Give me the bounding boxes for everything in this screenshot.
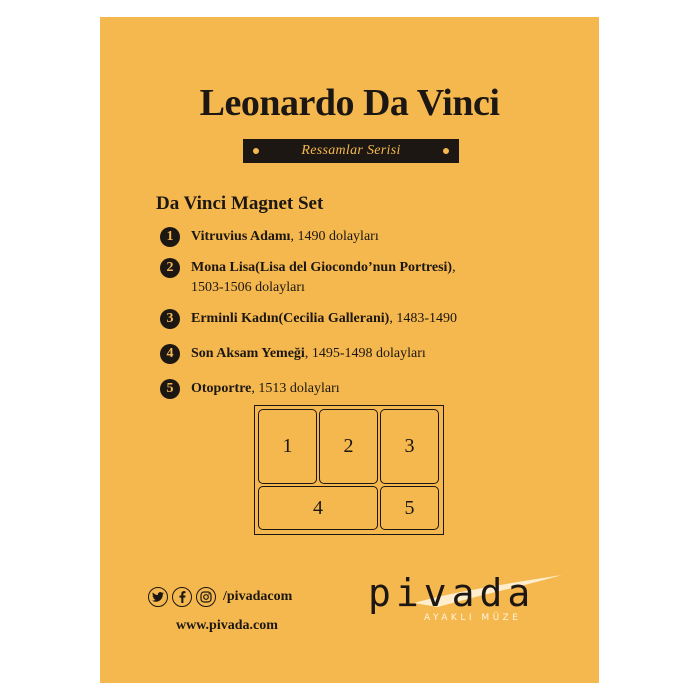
item-name: Mona Lisa(Lisa del Giocondo’nun Portresi) bbox=[191, 260, 453, 275]
list-item bbox=[160, 309, 491, 329]
item-text bbox=[191, 258, 491, 298]
series-label: Ressamlar Serisi bbox=[301, 143, 401, 158]
poster-title: Leonardo Da Vinci bbox=[199, 82, 500, 124]
bullet-dot-right bbox=[443, 148, 449, 154]
item-detail: , 1490 dolayları bbox=[290, 229, 379, 244]
magnet-layout-diagram bbox=[254, 405, 444, 535]
number-badge: 5 bbox=[160, 379, 180, 399]
item-detail: , 1483-1490 bbox=[389, 311, 457, 326]
layout-cell-5: 5 bbox=[380, 486, 439, 530]
series-banner bbox=[243, 139, 459, 163]
number-badge: 4 bbox=[160, 344, 180, 364]
website-link[interactable]: www.pivada.com bbox=[176, 618, 278, 633]
item-text bbox=[191, 379, 491, 399]
list-item bbox=[160, 227, 491, 247]
layout-cell-3: 3 bbox=[380, 409, 439, 484]
magnet-set-card bbox=[100, 17, 599, 683]
brand-name: pivada bbox=[368, 571, 536, 615]
brand-logo bbox=[368, 571, 558, 623]
facebook-icon[interactable] bbox=[172, 587, 192, 607]
bullet-dot-left bbox=[253, 148, 259, 154]
list-item bbox=[160, 379, 491, 399]
layout-cell-1: 1 bbox=[258, 409, 317, 484]
item-detail: , 1503-1506 dolayları bbox=[191, 260, 456, 295]
number-badge: 2 bbox=[160, 258, 180, 278]
number-badge: 1 bbox=[160, 227, 180, 247]
item-text bbox=[191, 344, 491, 364]
item-name: Otoportre bbox=[191, 381, 252, 396]
instagram-icon[interactable] bbox=[196, 587, 216, 607]
social-handle[interactable]: /pivadacom bbox=[223, 589, 293, 604]
item-text bbox=[191, 309, 491, 329]
brand-tagline: AYAKLI MÜZE bbox=[424, 613, 522, 623]
layout-cell-4: 4 bbox=[258, 486, 378, 530]
number-badge: 3 bbox=[160, 309, 180, 329]
social-links bbox=[148, 587, 292, 607]
twitter-icon[interactable] bbox=[148, 587, 168, 607]
set-title: Da Vinci Magnet Set bbox=[156, 193, 324, 214]
item-name: Erminli Kadın(Cecilia Gallerani) bbox=[191, 311, 390, 326]
item-detail: , 1495-1498 dolayları bbox=[304, 346, 426, 361]
item-name: Vitruvius Adamı bbox=[191, 229, 291, 244]
item-name: Son Aksam Yemeği bbox=[191, 346, 305, 361]
list-item bbox=[160, 344, 491, 364]
item-detail: , 1513 dolayları bbox=[251, 381, 340, 396]
list-item bbox=[160, 258, 491, 298]
layout-cell-2: 2 bbox=[319, 409, 378, 484]
item-text bbox=[191, 227, 491, 247]
